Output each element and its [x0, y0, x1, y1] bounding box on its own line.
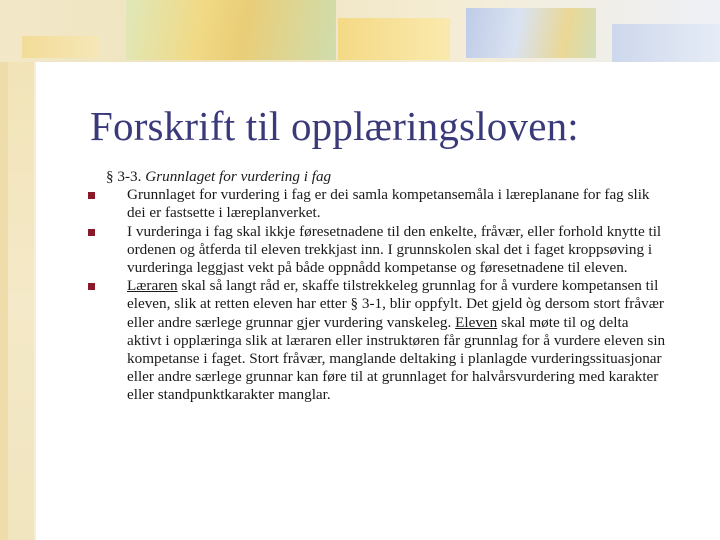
decorative-swatch	[126, 0, 336, 60]
slide-body	[106, 168, 666, 405]
bullet-text: skal så langt råd er, skaffe tilstrekkeleg grunnlag for å vurdere kompetansen til eleven, slik at retten eleven har etter § 3-1, blir oppfylt. Det gjeld òg dersom stort fråvær eller andre særlege grunnar gjer vurdering vanskeleg.	[127, 277, 664, 331]
square-bullet-icon	[88, 283, 95, 290]
slide-title: Forskrift til opplæringsloven:	[90, 103, 579, 149]
section-title: Grunnlaget for vurdering i fag	[145, 168, 332, 185]
bullet-item	[106, 277, 666, 404]
decorative-swatch	[466, 8, 596, 58]
bullet-item	[106, 223, 666, 278]
bullet-text: skal møte til og delta aktivt i opplæringa slik at læraren eller instruktøren får grunnlag for å vurdere eleven sin kompetanse i faget. Stort fråvær, manglande deltaking i planlagde vurderingssituasjonar eller andre særlege grunnar kan føre til at grunnlaget for halvårsvurdering med karakter eller standpunktkarakter manglar.	[127, 313, 666, 404]
decorative-left-edge	[0, 62, 8, 540]
square-bullet-icon	[88, 192, 95, 199]
decorative-swatch	[22, 36, 100, 58]
section-number: § 3-3.	[106, 168, 142, 185]
bullet-lead-term: Læraren	[127, 277, 178, 295]
bullet-text: Grunnlaget for vurdering i fag er dei samla kompetansemåla i læreplanane for fag slik dei er fastsette i læreplanverket.	[127, 186, 650, 222]
bullet-text: I vurderinga i fag skal ikkje føresetnadene til den enkelte, fråvær, eller forhold knytte til ordenen og åtferda til eleven trekkjast inn. I grunnskolen skal det i faget kroppsøving i vurderinga leggjast vekt på både oppnådd kompetanse og føresetnadene til eleven.	[127, 222, 662, 277]
bullet-emphasis-term: Eleven	[455, 313, 498, 331]
bullet-item	[106, 186, 666, 222]
square-bullet-icon	[88, 229, 95, 236]
decorative-swatch	[612, 24, 720, 62]
decorative-swatch	[338, 18, 450, 60]
section-heading	[106, 168, 666, 186]
